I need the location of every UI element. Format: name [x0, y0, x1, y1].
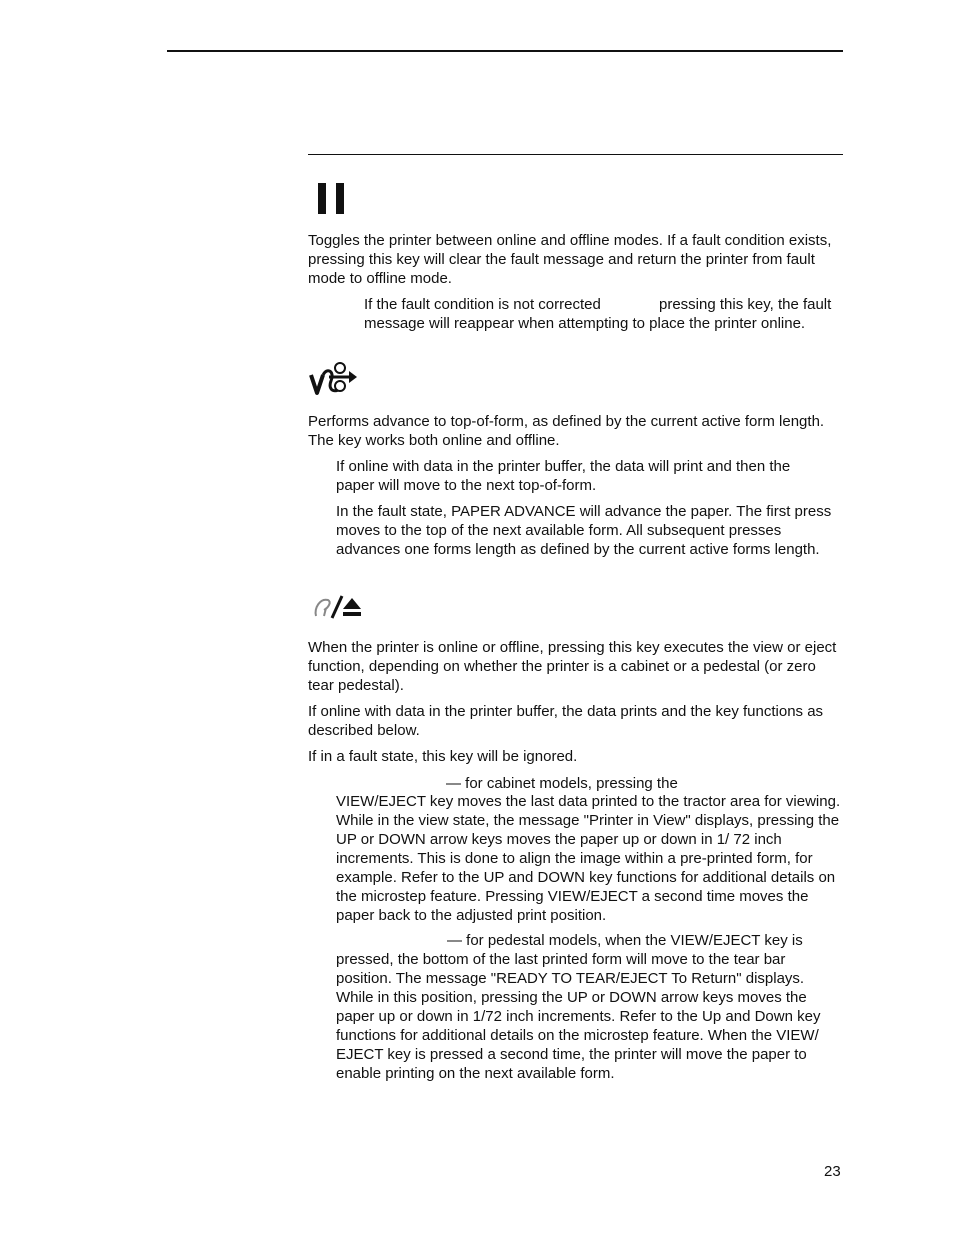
page-number: 23: [824, 1163, 841, 1180]
online-key-description: Toggles the printer between online and offline modes. If a fault condition exists, pressing this key will clear the fault message and return the printer from fault mode to offline mode.: [308, 232, 832, 287]
online-key-note-part1: If the fault condition is not corrected: [364, 296, 601, 313]
view-eject-description: When the printer is online or offline, pressing this key executes the view or eject function, depending on whether the printer is a cabinet or a pedestal (or zero tear pedestal).: [308, 639, 837, 694]
header-rule: [167, 50, 843, 52]
view-eject-fault-state: If in a fault state, this key will be ignored.: [308, 748, 578, 765]
paper-advance-icon: [309, 361, 359, 399]
cabinet-models-lead: — for cabinet models, pressing the: [446, 775, 678, 792]
paper-advance-description: Performs advance to top-of-form, as defined by the current active form length. The key works both online and offline.: [308, 413, 825, 449]
online-key-note-part2: pressing this key, the fault message will reappear when attempting to place the printer online.: [364, 296, 832, 332]
pedestal-models-text: pressed, the bottom of the last printed form will move to the tear bar position. The message "READY TO TEAR/EJECT To Return" displays. While in this position, pressing the UP or DOWN arrow keys moves the paper up or down in 1/72 inch increments. Refer to the Up and Down key functions for additional details on the microstep feature. When the VIEW/ EJECT key is pressed a second time, the printer will move the paper to enable printing on the next available form.: [336, 951, 821, 1082]
cabinet-models-text: VIEW/EJECT key moves the last data printed to the tractor area for viewing. While in the view state, the message "Printer in View" displays, pressing the UP or DOWN arrow keys moves the paper up or down in 1/ 72 inch increments. This is done to align the image within a pre-printed form, for example. Refer to the UP and DOWN key functions for additional details on the microstep feature. Pressing VIEW/EJECT a second time moves the paper back to the adjusted print position.: [336, 793, 841, 924]
paper-advance-bullet-1: If online with data in the printer buffer, the data will print and then the paper will move to the next top-of-form.: [336, 458, 791, 494]
view-eject-icon: [312, 594, 364, 620]
section-rule: [308, 154, 843, 155]
paper-advance-bullet-2: In the fault state, PAPER ADVANCE will advance the paper. The first press moves to the top of the next available form. All subsequent presses advances one forms length as defined by the current active forms length.: [336, 503, 832, 558]
pedestal-models-lead: — for pedestal models, when the VIEW/EJECT key is: [447, 932, 803, 949]
view-eject-online-buffer: If online with data in the printer buffer, the data prints and the key functions as described below.: [308, 703, 824, 739]
pause-icon: [318, 183, 346, 215]
